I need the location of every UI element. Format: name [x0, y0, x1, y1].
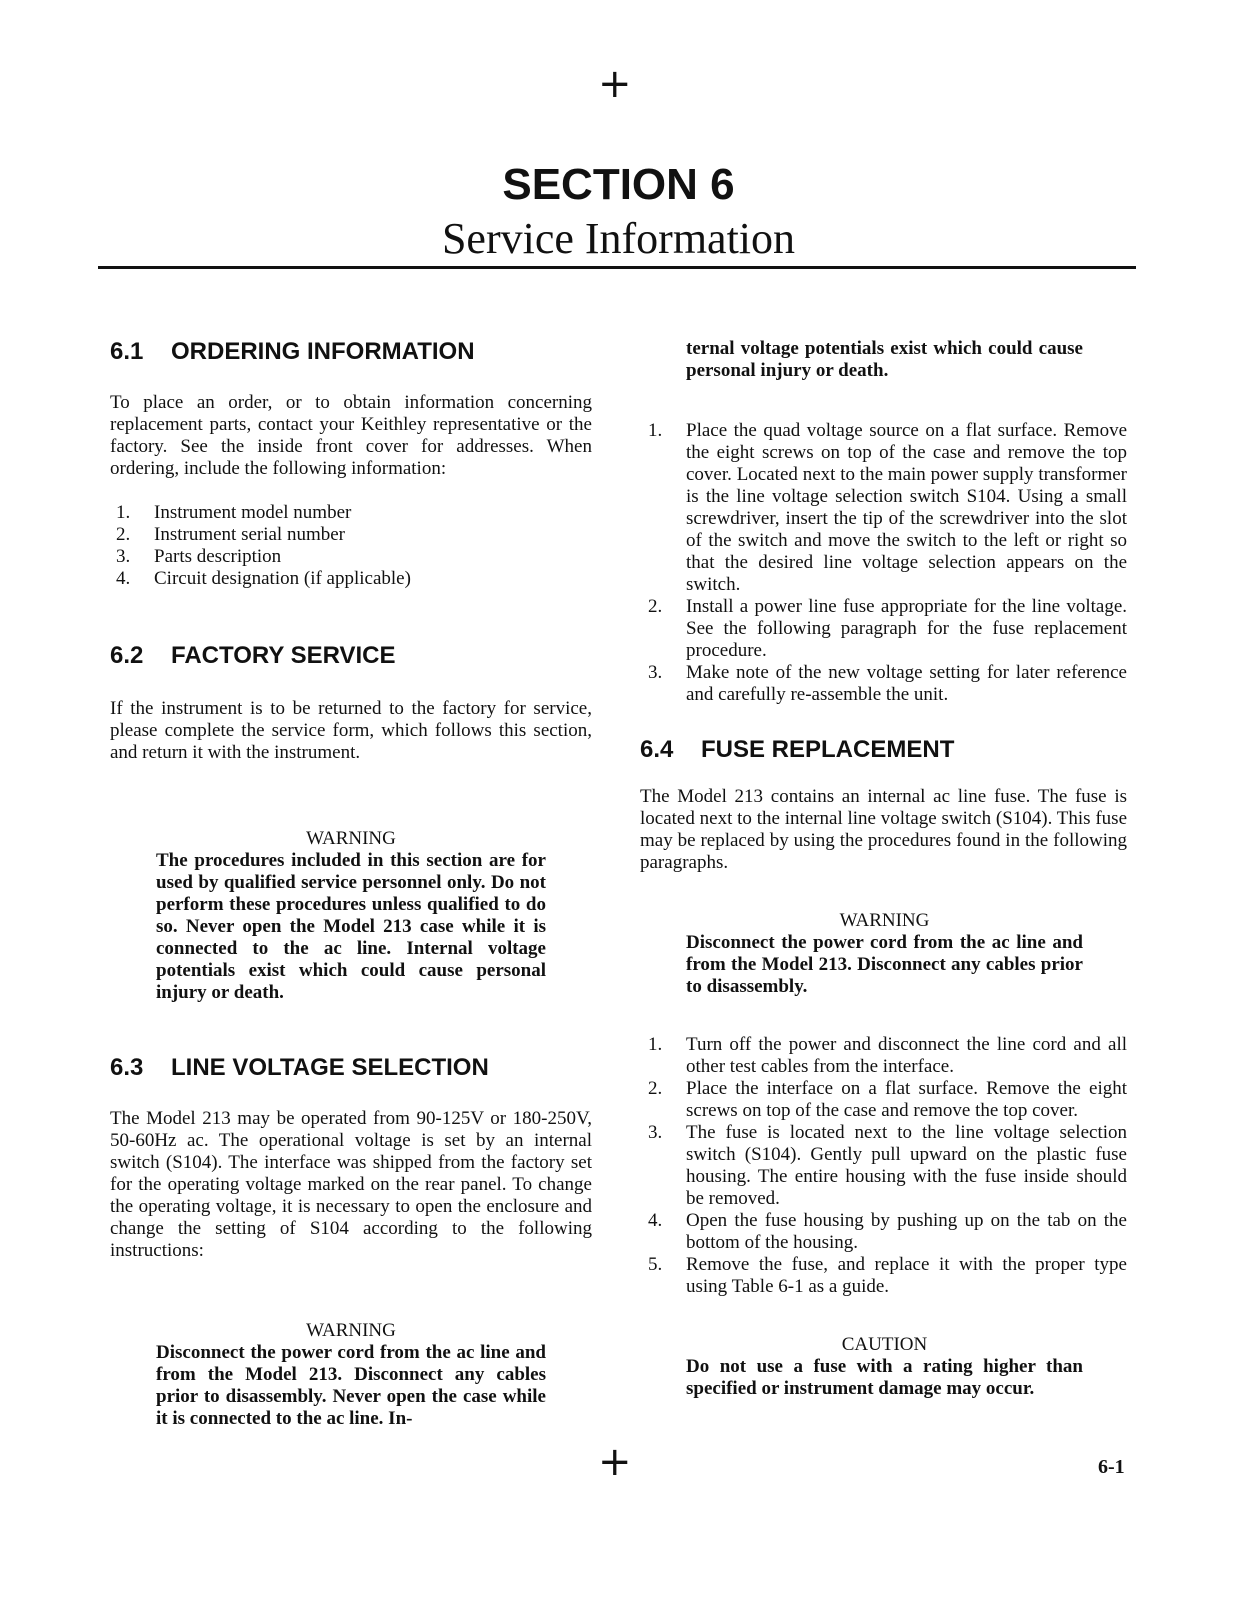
warning-text: The procedures included in this section are for used by qualified service personnel only. Do not perform these procedures unless qualified to do so. Never open the Model 213 case while it is connected to the ac line. Internal voltage potentials exist which could cause personal injury or death.	[156, 850, 546, 1003]
list-number: 3.	[648, 662, 663, 683]
heading-number: 6.2	[110, 642, 144, 669]
heading-6-3	[110, 1054, 592, 1082]
list-item	[648, 1122, 1127, 1210]
page-title-block	[0, 160, 1237, 264]
line-voltage-paragraph: The Model 213 may be operated from 90-125V or 180-250V, 50-60Hz ac. The operational voltage is set by an internal switch (S104). The interface was shipped from the factory set for the operating voltage marked on the rear panel. To change the operating voltage, it is necessary to open the enclosure and change the setting of S104 according to the following instructions:	[110, 1108, 592, 1261]
warning-text: Disconnect the power cord from the ac line and from the Model 213. Disconnect any cables prior to disassembly.	[686, 932, 1083, 997]
list-item	[648, 596, 1127, 662]
warning-label: WARNING	[306, 1320, 396, 1341]
caution-text: Do not use a fuse with a rating higher than specified or instrument damage may occur.	[686, 1356, 1083, 1399]
list-item	[116, 524, 592, 546]
list-item	[648, 1254, 1127, 1298]
ordering-list	[116, 502, 592, 590]
warning-text: ternal voltage potentials exist which could cause personal injury or death.	[686, 338, 1083, 381]
list-text: The fuse is located next to the line voltage selection switch (S104). Gently pull upward on the plastic fuse housing. The entire housing with the fuse inside should be removed.	[686, 1122, 1127, 1209]
fuse-paragraph: The Model 213 contains an internal ac line fuse. The fuse is located next to the internal line voltage switch (S104). This fuse may be replaced by using the procedures found in the following paragraphs.	[640, 786, 1127, 873]
registration-mark-top: +	[598, 61, 632, 107]
heading-6-1	[110, 338, 592, 366]
list-text: Turn off the power and disconnect the line cord and all other test cables from the interface.	[686, 1034, 1127, 1077]
list-number: 4.	[648, 1210, 663, 1231]
list-text: Make note of the new voltage setting for later reference and carefully re-assemble the unit.	[686, 662, 1127, 705]
list-text: Open the fuse housing by pushing up on the tab on the bottom of the housing.	[686, 1210, 1127, 1253]
right-column	[640, 338, 1127, 1400]
fuse-steps	[648, 1034, 1127, 1298]
factory-service-paragraph: If the instrument is to be returned to the factory for service, please complete the service form, which follows this section, and return it with the instrument.	[110, 698, 592, 763]
warning-label: WARNING	[306, 828, 396, 849]
warning-box-fuse	[686, 910, 1083, 998]
list-item	[648, 662, 1127, 706]
list-text: Place the interface on a flat surface. Remove the eight screws on top of the case and remove the top cover.	[686, 1078, 1127, 1121]
heading-number: 6.3	[110, 1054, 144, 1081]
list-text: Install a power line fuse appropriate for the line voltage. See the following paragraph for the fuse replacement procedure.	[686, 596, 1127, 661]
caution-label: CAUTION	[841, 1334, 928, 1355]
list-number: 5.	[648, 1254, 663, 1275]
list-item	[116, 546, 592, 568]
list-item	[648, 1078, 1127, 1122]
registration-mark-bottom: +	[598, 1439, 632, 1485]
heading-6-4	[640, 736, 1127, 764]
list-number: 1.	[648, 420, 663, 441]
section-number: SECTION 6	[502, 160, 735, 209]
heading-text: FUSE REPLACEMENT	[701, 736, 955, 763]
heading-number: 6.1	[110, 338, 144, 365]
warning-label: WARNING	[839, 910, 930, 931]
caution-box	[686, 1334, 1083, 1400]
list-number: 2.	[116, 524, 131, 545]
list-text: Instrument model number	[154, 502, 352, 523]
left-column	[110, 338, 592, 1430]
section-title: Service Information	[441, 214, 796, 263]
list-number: 1.	[116, 502, 131, 523]
ordering-paragraph: To place an order, or to obtain information concerning replacement parts, contact your Keithley representative or the factory. See the inside front cover for addresses. When ordering, include the following information:	[110, 392, 592, 479]
page-number: 6-1	[1098, 1456, 1125, 1478]
title-rule	[98, 266, 1136, 269]
list-text: Remove the fuse, and replace it with the proper type using Table 6-1 as a guide.	[686, 1254, 1127, 1297]
list-item	[116, 502, 592, 524]
list-item	[648, 420, 1127, 596]
list-text: Parts description	[154, 546, 282, 567]
warning-text: Disconnect the power cord from the ac line and from the Model 213. Disconnect any cables prior to disassembly. Never open the case while it is connected to the ac line. In-	[156, 1342, 546, 1429]
list-item	[648, 1034, 1127, 1078]
list-text: Instrument serial number	[154, 524, 346, 545]
list-number: 3.	[116, 546, 131, 567]
line-voltage-steps	[648, 420, 1127, 706]
heading-number: 6.4	[640, 736, 674, 763]
list-number: 1.	[648, 1034, 663, 1055]
list-item	[648, 1210, 1127, 1254]
heading-text: FACTORY SERVICE	[171, 642, 396, 669]
heading-6-2	[110, 642, 592, 670]
warning-box-qualified	[156, 828, 546, 1004]
list-item	[116, 568, 592, 590]
heading-text: LINE VOLTAGE SELECTION	[171, 1054, 489, 1081]
warning-box-disconnect	[156, 1320, 546, 1430]
warning-continued	[686, 338, 1083, 382]
list-number: 2.	[648, 596, 663, 617]
list-text: Circuit designation (if applicable)	[154, 568, 411, 589]
list-number: 3.	[648, 1122, 663, 1143]
heading-text: ORDERING INFORMATION	[171, 338, 475, 365]
list-number: 4.	[116, 568, 131, 589]
list-text: Place the quad voltage source on a flat surface. Remove the eight screws on top of the case and remove the top cover. Located next to the main power supply transformer is the line voltage selection switch S104. Using a small screwdriver, insert the tip of the screwdriver into the slot of the switch and move the switch to the left or right so that the desired line voltage selection appears on the switch.	[686, 420, 1127, 595]
list-number: 2.	[648, 1078, 663, 1099]
